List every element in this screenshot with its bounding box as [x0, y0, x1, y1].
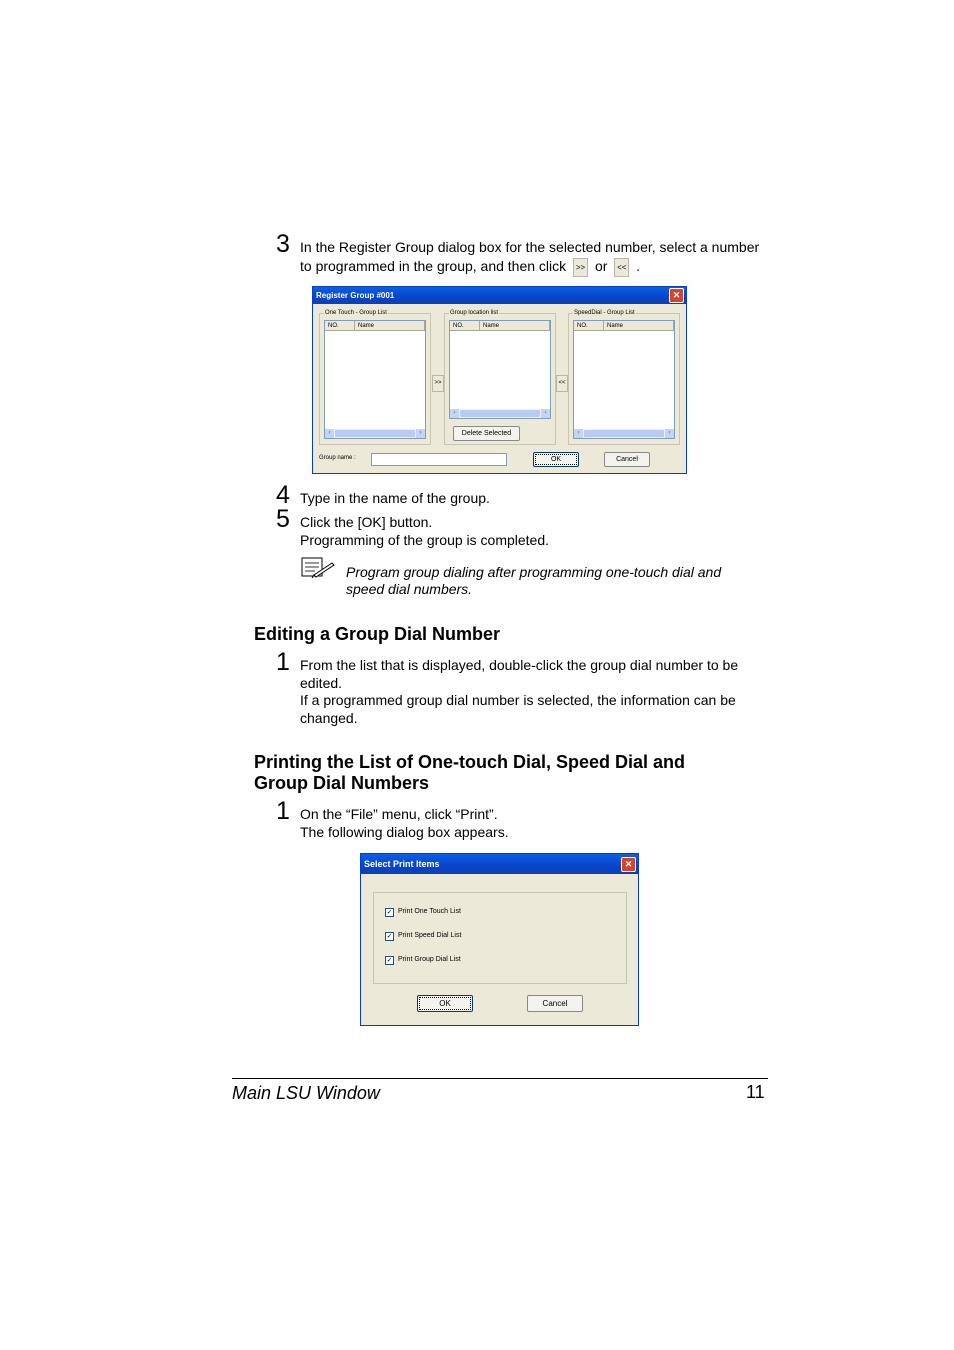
step-number: 3 [276, 230, 290, 258]
step-text [300, 239, 759, 277]
step-text-line: In the Register Group dialog box for the selected number, select a number [300, 239, 760, 255]
dialog-title: Register Group #001 [316, 291, 395, 300]
step-text: Type in the name of the group. [300, 490, 490, 506]
add-arrow-icon: >> [573, 258, 588, 277]
scroll-left-icon[interactable]: ‹ [450, 409, 459, 418]
column-no[interactable]: NO. [450, 321, 480, 331]
column-no[interactable]: NO. [325, 321, 355, 331]
scroll-left-icon[interactable]: ‹ [325, 429, 334, 438]
scroll-right-icon[interactable]: › [665, 429, 674, 438]
select-print-items-dialog [360, 853, 639, 1026]
print-speed-dial-label: Print Speed Dial List [398, 932, 462, 939]
step-text-line: From the list that is displayed, double-click the group dial number to be [300, 657, 739, 673]
step-number: 1 [276, 648, 290, 676]
dialog-title: Select Print Items [364, 859, 440, 869]
step-number: 4 [276, 481, 290, 509]
step-text-line: On the “File” menu, click “Print”. [300, 806, 498, 822]
dialog-titlebar [361, 854, 638, 874]
ok-button[interactable]: OK [417, 995, 473, 1012]
scroll-left-icon[interactable]: ‹ [574, 429, 583, 438]
group-location-label: Group location list [450, 310, 499, 316]
step-text: Programming of the group is completed. [300, 532, 550, 548]
step-text [300, 806, 509, 841]
cancel-button[interactable]: Cancel [527, 995, 583, 1012]
speed-dial-group-label: SpeedDial - Group List [574, 310, 635, 316]
horizontal-scrollbar[interactable] [574, 429, 674, 438]
section-heading-line: Group Dial Numbers [254, 773, 430, 793]
scroll-right-icon[interactable]: › [416, 429, 425, 438]
column-name[interactable]: Name [604, 321, 674, 331]
step-number: 5 [276, 505, 290, 533]
scroll-thumb[interactable] [335, 430, 415, 437]
print-one-touch-label: Print One Touch List [398, 908, 461, 915]
register-group-dialog [312, 286, 687, 474]
horizontal-scrollbar[interactable] [325, 429, 425, 438]
print-group-dial-checkbox[interactable]: ✓ [386, 957, 393, 964]
dialog-titlebar [313, 287, 686, 304]
one-touch-group-label: One Touch - Group List [325, 310, 387, 316]
step-text-line: If a programmed group dial number is selected, the information can be [300, 692, 736, 708]
section-heading-line: Printing the List of One-touch Dial, Speed Dial and [254, 752, 686, 772]
horizontal-scrollbar[interactable] [450, 409, 550, 418]
section-heading: Editing a Group Dial Number [254, 624, 501, 644]
close-icon[interactable]: ✕ [669, 288, 684, 303]
group-name-input[interactable] [371, 453, 507, 466]
print-group-dial-label: Print Group Dial List [398, 956, 461, 963]
footer-title: Main LSU Window [232, 1083, 380, 1103]
note-text [346, 564, 721, 598]
print-speed-dial-checkbox[interactable]: ✓ [386, 933, 393, 940]
print-items-group [373, 892, 627, 984]
step-text [300, 657, 738, 727]
section-heading [254, 752, 685, 794]
scroll-right-icon[interactable]: › [541, 409, 550, 418]
step-text-line: The following dialog box appears. [300, 823, 509, 840]
page-number: 11 [746, 1082, 765, 1102]
group-location-group [444, 310, 556, 445]
step-text-line [300, 258, 759, 277]
one-touch-listbox[interactable] [324, 320, 426, 439]
group-name-label: Group name : [319, 455, 356, 461]
step-text-line: edited. [300, 674, 343, 691]
step-number: 1 [276, 797, 290, 825]
remove-arrow-icon: << [614, 258, 629, 277]
column-name[interactable]: Name [355, 321, 425, 331]
or-text: or [594, 257, 608, 274]
note-pencil-icon [300, 556, 336, 585]
add-to-group-button[interactable]: >> [432, 375, 444, 392]
cancel-button[interactable]: Cancel [604, 452, 650, 467]
step-text-fragment: to programmed in the group, and then click [300, 257, 567, 274]
print-one-touch-checkbox[interactable]: ✓ [386, 909, 393, 916]
scroll-thumb[interactable] [460, 410, 540, 417]
column-name[interactable]: Name [480, 321, 550, 331]
note-line: Program group dialing after programming one-touch dial and [346, 564, 722, 580]
ok-button[interactable]: OK [533, 452, 579, 467]
one-touch-group [319, 310, 431, 445]
speed-dial-group [568, 310, 680, 445]
remove-from-group-button[interactable]: << [556, 375, 568, 392]
footer-rule [232, 1078, 768, 1079]
column-no[interactable]: NO. [574, 321, 604, 331]
delete-selected-button[interactable]: Delete Selected [453, 426, 520, 441]
period-text: . [636, 257, 641, 274]
step-text: Click the [OK] button. [300, 514, 433, 530]
group-location-listbox[interactable] [449, 320, 551, 419]
speed-dial-listbox[interactable] [573, 320, 675, 439]
close-icon[interactable]: ✕ [621, 857, 636, 872]
note-line: speed dial numbers. [346, 581, 473, 597]
scroll-thumb[interactable] [584, 430, 664, 437]
step-text-line: changed. [300, 709, 358, 726]
